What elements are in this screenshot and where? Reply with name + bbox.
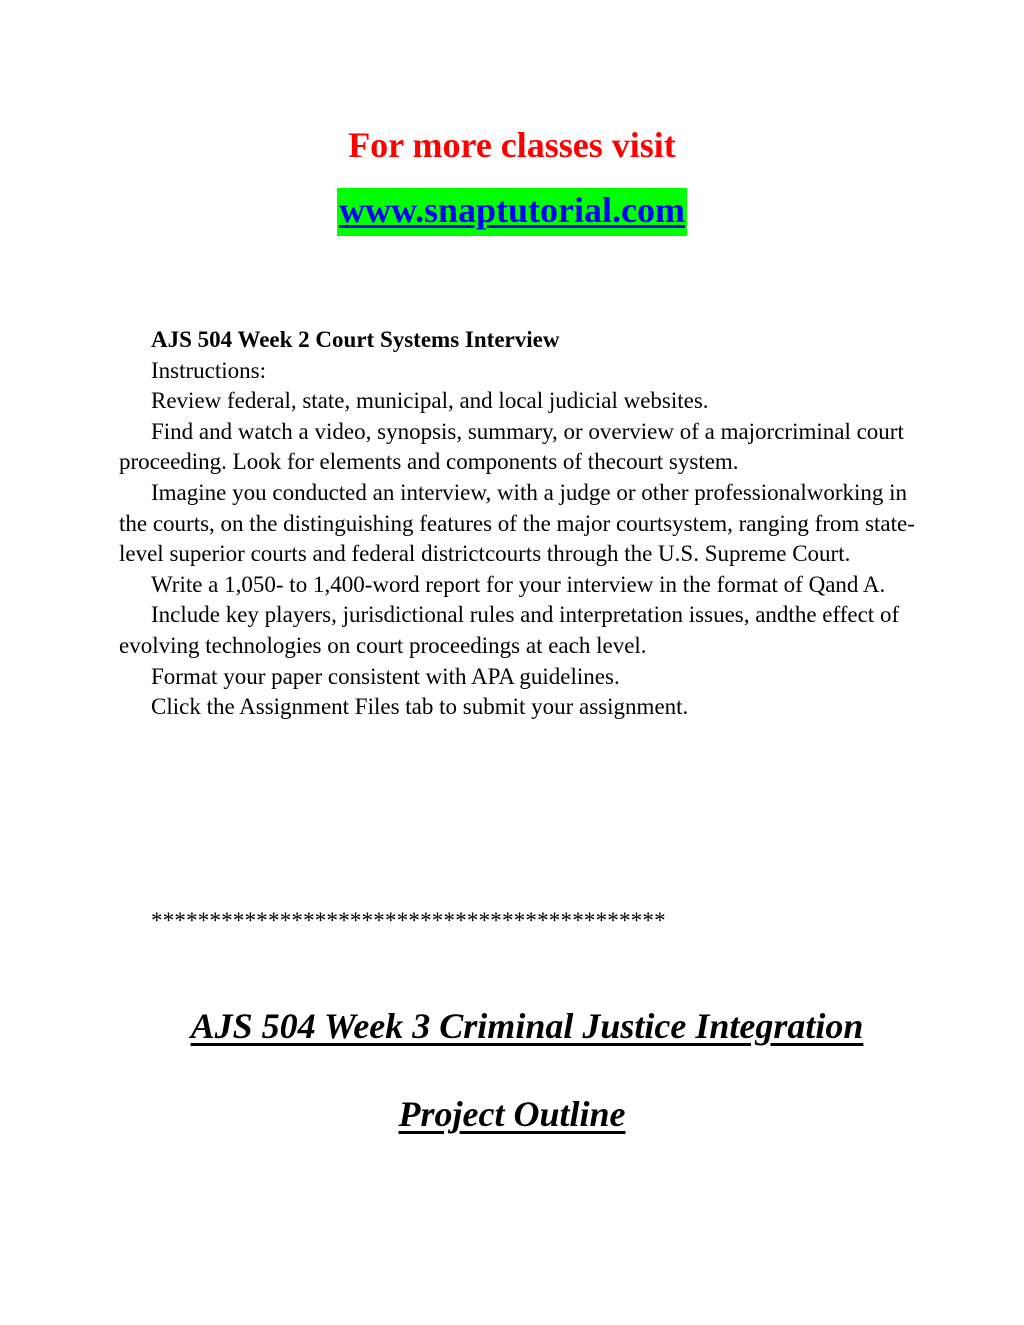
- instruction-paragraph: Find and watch a video, synopsis, summary, or overview of a majorcriminal court proceeding. Look for elements and components of thecourt system.: [119, 418, 904, 475]
- instruction-paragraph: Imagine you conducted an interview, with a judge or other professionalworking in the courts, on the distinguishing features of the major courtsystem, ranging from state-level superior courts and federal districtcourts through the U.S. Supreme Court.: [119, 479, 915, 567]
- next-section-heading-continued: Project Outline: [398, 1094, 626, 1134]
- promo-heading: For more classes visit: [348, 125, 676, 165]
- instruction-paragraph: Click the Assignment Files tab to submit your assignment.: [151, 694, 689, 720]
- instructions-label: Instructions:: [151, 357, 266, 383]
- instruction-paragraph: Format your paper consistent with APA guidelines.: [151, 663, 620, 689]
- snaptutorial-link[interactable]: www.snaptutorial.com: [337, 188, 687, 236]
- star-separator: ********************************************: [151, 908, 666, 933]
- instruction-paragraph: Include key players, jurisdictional rules and interpretation issues, andthe effect of evolving technologies on court proceedings at each level.: [119, 602, 900, 658]
- instruction-paragraph: Write a 1,050- to 1,400-word report for your interview in the format of Qand A.: [151, 571, 886, 597]
- next-section-heading: AJS 504 Week 3 Criminal Justice Integration: [190, 1006, 864, 1046]
- promo-link-row: [0, 188, 1024, 242]
- assignment-title: AJS 504 Week 2 Court Systems Interview: [151, 327, 560, 352]
- instruction-paragraph: Review federal, state, municipal, and local judicial websites.: [151, 388, 709, 414]
- assignment-body: [119, 325, 919, 723]
